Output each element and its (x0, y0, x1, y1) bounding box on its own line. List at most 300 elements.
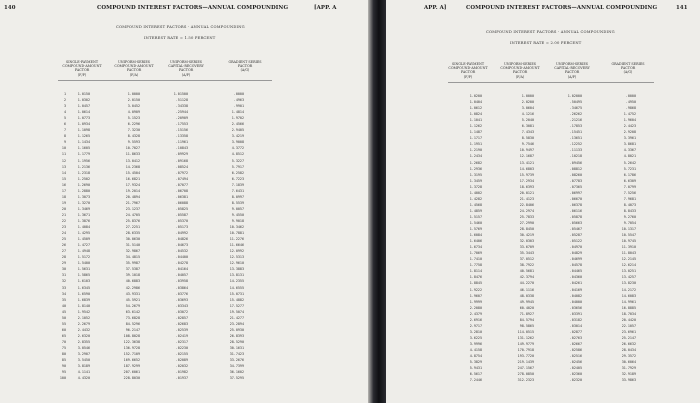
left-ap-cell: .05587 (175, 212, 188, 217)
right-col-head-fa: UNIFORM-SERIES COMPOUND-AMOUNT FACTOR (F/A) (500, 62, 540, 79)
left-fp-cell: 1.2880 (77, 188, 90, 193)
left-ap-cell: .15156 (175, 128, 188, 133)
right-ag-cell: 30.6064 (621, 360, 636, 365)
right-ap-cell: .05287 (569, 233, 582, 238)
right-ap-cell: .03656 (569, 305, 582, 310)
right-fp-cell: 1.6734 (469, 245, 482, 250)
right-fp-cell: 1.5769 (469, 227, 482, 232)
left-period-cell: 80 (61, 352, 66, 357)
left-period-cell: 7 (63, 128, 66, 133)
left-period-cell: 70 (61, 339, 66, 344)
left-ag-cell: 11.6646 (229, 243, 244, 248)
right-fp-cell: 2.4379 (469, 311, 482, 316)
right-ap-cell: .07365 (569, 184, 582, 189)
right-fa-cell: 14.6803 (519, 166, 534, 171)
left-ag-cell: 4.8512 (231, 152, 244, 157)
right-fp-cell: 1.1717 (469, 136, 482, 141)
left-ap-cell: .02089 (175, 358, 188, 363)
left-period-cell: 18 (61, 194, 66, 199)
left-fa-cell: 7.3230 (127, 128, 140, 133)
right-ag-cell: 32.9189 (621, 372, 636, 377)
right-ap-cell: .02320 (569, 378, 582, 383)
left-fa-cell: 5.1523 (127, 116, 140, 121)
right-fa-cell: 5.2040 (521, 118, 534, 123)
left-fp-cell: 1.5865 (77, 273, 90, 278)
left-period-cell: 22 (61, 218, 66, 223)
right-fa-cell: 8.5830 (521, 136, 534, 141)
left-ag-cell: 36.1602 (229, 370, 244, 375)
right-fa-cell: 60.4020 (519, 305, 534, 310)
left-fa-cell: 169.6652 (123, 358, 140, 363)
left-fa-cell: 37.5387 (125, 267, 140, 272)
left-period-cell: 24 (61, 231, 66, 236)
right-ap-cell: .04000 (569, 299, 582, 304)
left-fa-cell: 6.2296 (127, 122, 140, 127)
right-ag-cell: 14.9961 (621, 299, 636, 304)
right-ag-cell: .0000 (625, 94, 636, 98)
left-fa-cell: 28.6335 (125, 231, 140, 236)
right-fp-cell: 2.2080 (469, 305, 482, 310)
left-ag-cell: 13.8131 (229, 273, 244, 278)
right-ag-cell: 14.6083 (621, 293, 636, 298)
right-fa-cell: 312.2323 (517, 378, 534, 383)
right-ap-cell: .02667 (569, 341, 582, 346)
left-fa-cell: 30.0630 (125, 237, 140, 242)
left-period-cell: 31 (61, 273, 66, 278)
right-fa-cell: 9.7546 (521, 142, 534, 147)
left-fa-cell: 11.8633 (125, 152, 140, 157)
right-fp-cell: 1.7758 (469, 263, 482, 268)
left-fa-cell: 24.4705 (125, 212, 140, 217)
right-ag-cell: 1.9604 (623, 118, 636, 123)
right-fp-cell: 1.2682 (469, 160, 482, 165)
left-fp-cell: 1.1265 (77, 134, 90, 139)
left-ag-cell: 12.9610 (229, 261, 244, 266)
left-period-cell: 30 (61, 267, 66, 272)
right-ag-cell: 10.9745 (621, 239, 636, 244)
left-ag-cell: 14.2355 (229, 279, 244, 284)
left-col-head-ag: GRADIENT SERIES FACTOR (A/G) (228, 60, 262, 73)
left-fp-cell: 1.1434 (77, 140, 90, 145)
left-period-cell: 26 (61, 243, 66, 248)
left-fp-cell: 1.2690 (77, 182, 90, 187)
left-fa-cell: 13.0412 (125, 158, 140, 163)
left-fa-cell: 25.8376 (125, 218, 140, 223)
right-fp-cell: 1.8114 (469, 269, 482, 274)
left-ag-cell: 2.4566 (231, 122, 244, 127)
right-fa-cell: 149.9779 (517, 341, 534, 346)
right-ap-cell: .21216 (569, 118, 582, 123)
left-period-cell: 34 (61, 291, 66, 296)
left-period-cell: 75 (61, 345, 66, 350)
left-ap-cell: .01982 (175, 370, 188, 375)
left-ap-cell: .04400 (175, 255, 188, 260)
right-fa-cell: 20.0121 (519, 190, 534, 195)
right-ag-cell: 8.8433 (623, 208, 636, 213)
right-fp-cell: 1.4002 (469, 190, 482, 195)
left-ag-cell: 5.3227 (231, 158, 244, 163)
right-fa-cell: 40.5681 (519, 269, 534, 274)
left-fp-cell: 1.0934 (77, 122, 90, 127)
right-ag-cell: 7.9681 (623, 196, 636, 201)
left-ag-cell: 3.4219 (231, 134, 244, 139)
right-ap-cell: .03014 (569, 323, 582, 328)
left-ag-cell: 10.7881 (229, 231, 244, 236)
right-fp-cell: 1.8476 (469, 275, 482, 280)
left-fp-cell: 1.1779 (77, 152, 90, 157)
right-fa-cell: 48.0338 (519, 293, 534, 298)
right-fa-cell: 49.9945 (519, 299, 534, 304)
left-period-cell: 13 (61, 164, 66, 169)
left-period-cell: 15 (61, 176, 66, 181)
left-fp-cell: 2.8355 (77, 339, 90, 344)
left-fp-cell: 2.4432 (77, 327, 90, 332)
left-fa-cell: 96.2147 (125, 327, 140, 332)
left-period-cell: 35 (61, 297, 66, 302)
right-fa-cell: 21.4123 (519, 196, 534, 201)
right-fa-cell: 71.8927 (519, 311, 534, 316)
right-ap-cell: .04465 (569, 269, 582, 274)
right-fp-cell: 5.9431 (469, 366, 482, 371)
right-ap-cell: .05878 (569, 214, 582, 219)
right-fp-cell: 3.9996 (469, 341, 482, 346)
right-ag-cell: 12.2145 (621, 257, 636, 262)
left-fp-cell: 3.0546 (77, 345, 90, 350)
left-ap-cell: .03072 (175, 309, 188, 314)
right-ap-cell: .04082 (569, 293, 582, 298)
left-fa-cell: 2.0150 (127, 98, 140, 103)
right-ag-cell: 12.6214 (621, 263, 636, 268)
right-ap-cell: .04578 (569, 263, 582, 268)
right-fp-cell: 1.4282 (469, 196, 482, 201)
right-fp-cell: 1.7410 (469, 257, 482, 262)
right-ap-cell: .04360 (569, 275, 582, 280)
left-period-cell: 16 (61, 182, 66, 187)
right-ap-cell: .03182 (569, 317, 582, 322)
left-ag-cell: 11.2276 (229, 237, 244, 242)
left-ag-cell: 34.7399 (229, 364, 244, 369)
right-fp-cell: 1.1951 (469, 142, 482, 147)
left-fp-column (64, 91, 90, 381)
right-fp-cell: 1.1041 (469, 118, 482, 123)
left-fp-cell: 1.5631 (77, 267, 90, 272)
right-fp-cell: 3.6225 (469, 335, 482, 340)
left-fp-cell: 3.5450 (77, 358, 90, 363)
right-fa-cell: 114.0515 (517, 329, 534, 334)
left-fp-cell: 1.0150 (77, 92, 90, 96)
left-ap-cell: .05825 (175, 206, 188, 211)
left-fa-cell: 23.1237 (125, 206, 140, 211)
left-period-cell: 2 (63, 98, 66, 103)
right-fp-cell: 1.6406 (469, 239, 482, 244)
left-period-cell: 4 (63, 110, 66, 115)
right-ag-cell: 18.7034 (621, 311, 636, 316)
left-ap-cell: .07077 (175, 182, 188, 187)
left-fp-cell: 4.1141 (77, 370, 90, 375)
right-ap-cell: .06997 (569, 190, 582, 195)
left-fp-cell: 1.0773 (77, 116, 90, 121)
right-ap-cell: .04261 (569, 281, 582, 286)
right-ag-cell: 3.8681 (623, 142, 636, 147)
right-fa-cell: 22.8406 (519, 202, 534, 207)
right-ap-cell: .17853 (569, 124, 582, 129)
left-ap-cell: .20909 (175, 116, 188, 121)
left-fp-cell: 1.4084 (77, 225, 90, 230)
left-fa-cell: 39.1018 (125, 273, 140, 278)
left-ag-cell: .4963 (233, 98, 244, 103)
right-fp-cell: 1.1487 (469, 130, 482, 135)
right-ag-cell: 11.8043 (621, 251, 636, 256)
left-fp-cell: 1.2502 (77, 176, 90, 181)
right-fa-cell: 30.4219 (519, 233, 534, 238)
left-fa-cell: 54.2679 (125, 303, 140, 308)
left-rate-line: INTEREST RATE = 1.50 PERCENT (144, 36, 216, 40)
right-fa-cell: 18.6393 (519, 184, 534, 189)
right-running-title: COMPOUND INTEREST FACTORS—ANNUAL COMPOUNDING (466, 5, 658, 11)
right-ap-cell: .02586 (569, 347, 582, 352)
left-period-cell: 21 (61, 212, 66, 217)
left-ag-cell: 26.8393 (229, 333, 244, 338)
right-fa-cell: 28.8450 (519, 227, 534, 232)
right-ap-cell: .11133 (569, 148, 582, 153)
left-period-cell: 33 (61, 285, 66, 290)
left-fp-cell: 3.2907 (77, 352, 90, 357)
left-fp-cell: 1.3073 (77, 194, 90, 199)
left-fa-cell: 42.2986 (125, 285, 140, 290)
left-fa-cell: 73.6828 (125, 315, 140, 320)
right-appendix-label: APP. A] (424, 5, 447, 11)
right-col-head-ap: UNIFORM-SERIES CAPITAL-RECOVERY FACTOR (A/P) (554, 62, 590, 79)
right-ap-cell: .02405 (569, 366, 582, 371)
right-ap-cell: .08260 (569, 172, 582, 177)
right-ap-cell: .02877 (569, 329, 582, 334)
left-fp-cell: 1.3469 (77, 206, 90, 211)
right-fp-cell: 1.8845 (469, 281, 482, 286)
right-ag-cell: 13.8230 (621, 281, 636, 286)
left-fa-cell: 20.4894 (125, 194, 140, 199)
right-ap-cell: .02360 (569, 372, 582, 377)
right-ap-cell: .26262 (569, 112, 582, 117)
left-ap-cell: .17553 (175, 122, 188, 127)
right-ag-cell: 31.7929 (621, 366, 636, 371)
left-fp-cell: 1.8140 (77, 303, 90, 308)
right-ag-cell: 6.6309 (623, 178, 636, 183)
book-gutter (368, 0, 386, 403)
left-fp-cell: 1.2318 (77, 170, 90, 175)
left-ap-cell: .34338 (175, 104, 188, 109)
right-ag-cell: 29.3572 (621, 354, 636, 359)
right-fa-cell: 2.0200 (521, 100, 534, 105)
left-fp-cell: 1.5172 (77, 255, 90, 260)
left-ag-cell: .0000 (233, 92, 244, 96)
right-ag-cell: 3.3961 (623, 136, 636, 141)
right-ap-cell: .08812 (569, 166, 582, 171)
right-ap-cell: .05663 (569, 220, 582, 225)
left-fp-cell: 1.1956 (77, 158, 90, 163)
left-fa-cell: 10.7027 (125, 146, 140, 151)
right-fa-cell: 4.1216 (521, 112, 534, 117)
left-period-cell: 3 (63, 104, 66, 109)
left-ag-cell: .9901 (233, 104, 244, 109)
left-ag-cell: 30.1631 (229, 345, 244, 350)
right-ap-cell: .07783 (569, 178, 582, 183)
left-fa-cell: 34.4815 (125, 255, 140, 260)
right-fp-column (456, 93, 482, 383)
right-ag-cell: 16.8885 (621, 305, 636, 310)
right-fa-cell: 84.5794 (519, 317, 534, 322)
left-ap-cell: .06381 (175, 194, 188, 199)
left-fp-cell: 1.6103 (77, 279, 90, 284)
left-fp-cell: 2.2679 (77, 321, 90, 326)
right-fp-cell: 1.0612 (469, 106, 482, 111)
right-fa-cell: 17.2934 (519, 178, 534, 183)
left-ag-cell: 15.4882 (229, 297, 244, 302)
left-table-title: COMPOUND INTEREST FACTORS - ANNUAL COMPOUNDING (116, 25, 245, 29)
left-ap-cell: .09168 (175, 158, 188, 163)
right-fa-cell: 25.7833 (519, 214, 534, 219)
left-ag-cell: 1.9702 (231, 116, 244, 121)
left-period-cell: 20 (61, 206, 66, 211)
right-ag-cell: 4.3367 (623, 148, 636, 153)
right-fp-cell: 1.2190 (469, 148, 482, 153)
right-fa-cell: 10.9497 (519, 148, 534, 153)
left-period-cell: 8 (63, 134, 66, 139)
right-ap-cell: .06116 (569, 208, 582, 213)
left-fp-cell: 2.6320 (77, 333, 90, 338)
left-period-cell: 12 (61, 158, 66, 163)
left-ag-cell: 19.5074 (229, 309, 244, 314)
right-ap-cell: .06378 (569, 202, 582, 207)
right-ag-cell: 23.6961 (621, 329, 636, 334)
left-ap-cell: .11961 (175, 140, 188, 145)
right-ap-cell: .50495 (569, 100, 582, 105)
right-fp-cell: 1.0824 (469, 112, 482, 117)
right-ag-cell: 6.1786 (623, 172, 636, 177)
left-ap-cell: .06088 (175, 200, 188, 205)
left-period-cell: 19 (61, 200, 66, 205)
right-fp-cell: 5.3829 (469, 360, 482, 365)
left-fa-cell: 9.5593 (127, 140, 140, 145)
right-fa-cell: 35.3443 (519, 251, 534, 256)
left-period-cell: 9 (63, 140, 66, 145)
right-fa-cell: 193.7720 (517, 354, 534, 359)
left-fa-cell: 8.4328 (127, 134, 140, 139)
left-fp-cell: 1.5400 (77, 261, 90, 266)
right-ag-cell: 11.3910 (621, 245, 636, 250)
right-ap-cell: .04829 (569, 251, 582, 256)
right-fa-cell: 278.0850 (517, 372, 534, 377)
left-ap-cell: .04992 (175, 231, 188, 236)
right-page (386, 0, 700, 403)
right-ag-cell: 25.2147 (621, 335, 636, 340)
right-fa-cell: 131.1262 (517, 335, 534, 340)
right-ag-column (608, 93, 636, 383)
left-ap-cell: .07972 (175, 170, 188, 175)
left-ag-cell: 17.5277 (229, 303, 244, 308)
left-ap-cell: .25944 (175, 110, 188, 115)
right-fa-cell: 33.6709 (519, 245, 534, 250)
left-ap-cell: .04278 (175, 261, 188, 266)
left-ag-cell: 28.5290 (229, 339, 244, 344)
left-ap-cell: .10843 (175, 146, 188, 151)
left-ap-cell: 1.01500 (173, 92, 188, 96)
left-period-cell: 6 (63, 122, 66, 127)
right-ag-cell: 9.2760 (623, 214, 636, 219)
left-ap-cell: .05370 (175, 218, 188, 223)
left-fp-cell: 3.8189 (77, 364, 90, 369)
right-fp-cell: 1.3459 (469, 178, 482, 183)
right-ag-cell: 7.5256 (623, 190, 636, 195)
right-header-rule (448, 82, 654, 83)
left-ap-cell: .03693 (175, 297, 188, 302)
right-fp-cell: 4.4158 (469, 347, 482, 352)
right-ag-cell: 13.0251 (621, 269, 636, 274)
right-ag-cell: 8.4073 (623, 202, 636, 207)
left-ag-cell: 7.6431 (231, 188, 244, 193)
left-ag-cell: 33.2676 (229, 358, 244, 363)
left-period-cell: 17 (61, 188, 66, 193)
left-period-cell: 29 (61, 261, 66, 266)
left-fa-cell: 84.5296 (125, 321, 140, 326)
left-period-cell: 1 (63, 92, 66, 96)
right-ag-cell: 13.4257 (621, 275, 636, 280)
left-fa-cell: 40.6883 (125, 279, 140, 284)
left-ap-cell: .02539 (175, 327, 188, 332)
left-ag-cell: 14.6555 (229, 285, 244, 290)
left-ag-cell: 13.3883 (229, 267, 244, 272)
right-fp-cell: 1.3728 (469, 184, 482, 189)
right-ap-cell: .13651 (569, 136, 582, 141)
left-header-rule (58, 80, 272, 81)
left-ap-cell: .02683 (175, 321, 188, 326)
right-fa-cell: 13.4121 (519, 160, 534, 165)
right-fp-cell: 3.2810 (469, 329, 482, 334)
left-period-cell: 50 (61, 315, 66, 320)
left-ap-cell: .04164 (175, 267, 188, 272)
left-ag-cell: 15.0731 (229, 291, 244, 296)
left-ap-cell: .07494 (175, 176, 188, 181)
left-ap-cell: .02857 (175, 315, 188, 320)
right-fa-cell: 219.1439 (517, 360, 534, 365)
right-fa-cell: 6.3081 (521, 124, 534, 129)
left-fp-cell: 1.6590 (77, 291, 90, 296)
left-fa-cell: 1.0000 (127, 92, 140, 96)
right-fa-cell: 44.2270 (519, 281, 534, 286)
right-ag-cell: 9.7054 (623, 220, 636, 225)
left-appendix-label: [APP. A (314, 5, 337, 11)
left-fa-cell: 228.8030 (123, 376, 140, 381)
right-fp-cell: 1.9607 (469, 293, 482, 298)
left-fa-cell: 19.2014 (125, 188, 140, 193)
right-fa-cell: 42.3794 (519, 275, 534, 280)
left-fa-cell: 152.7109 (123, 352, 140, 357)
left-ag-cell: 10.3462 (229, 225, 244, 230)
right-ap-cell: .09456 (569, 160, 582, 165)
left-fp-cell: 2.1052 (77, 315, 90, 320)
left-col-head-fp: SINGLE-PAYMENT COMPOUND-AMOUNT FACTOR (F/P) (62, 60, 102, 77)
right-fp-cell: 1.3195 (469, 172, 482, 177)
left-col-head-ap: UNIFORM-SERIES CAPITAL-RECOVERY FACTOR (A/P) (168, 60, 204, 77)
left-ap-cell: .02419 (175, 333, 188, 338)
left-period-cell: 32 (61, 279, 66, 284)
right-fa-cell: 32.0303 (519, 239, 534, 244)
right-ap-cell: .05467 (569, 227, 582, 232)
right-fp-cell: 1.7069 (469, 251, 482, 256)
left-ap-cell: .04057 (175, 273, 188, 278)
left-period-cell: 11 (61, 152, 66, 157)
right-fa-cell: 7.4343 (521, 130, 534, 135)
left-period-cell: 14 (61, 170, 66, 175)
